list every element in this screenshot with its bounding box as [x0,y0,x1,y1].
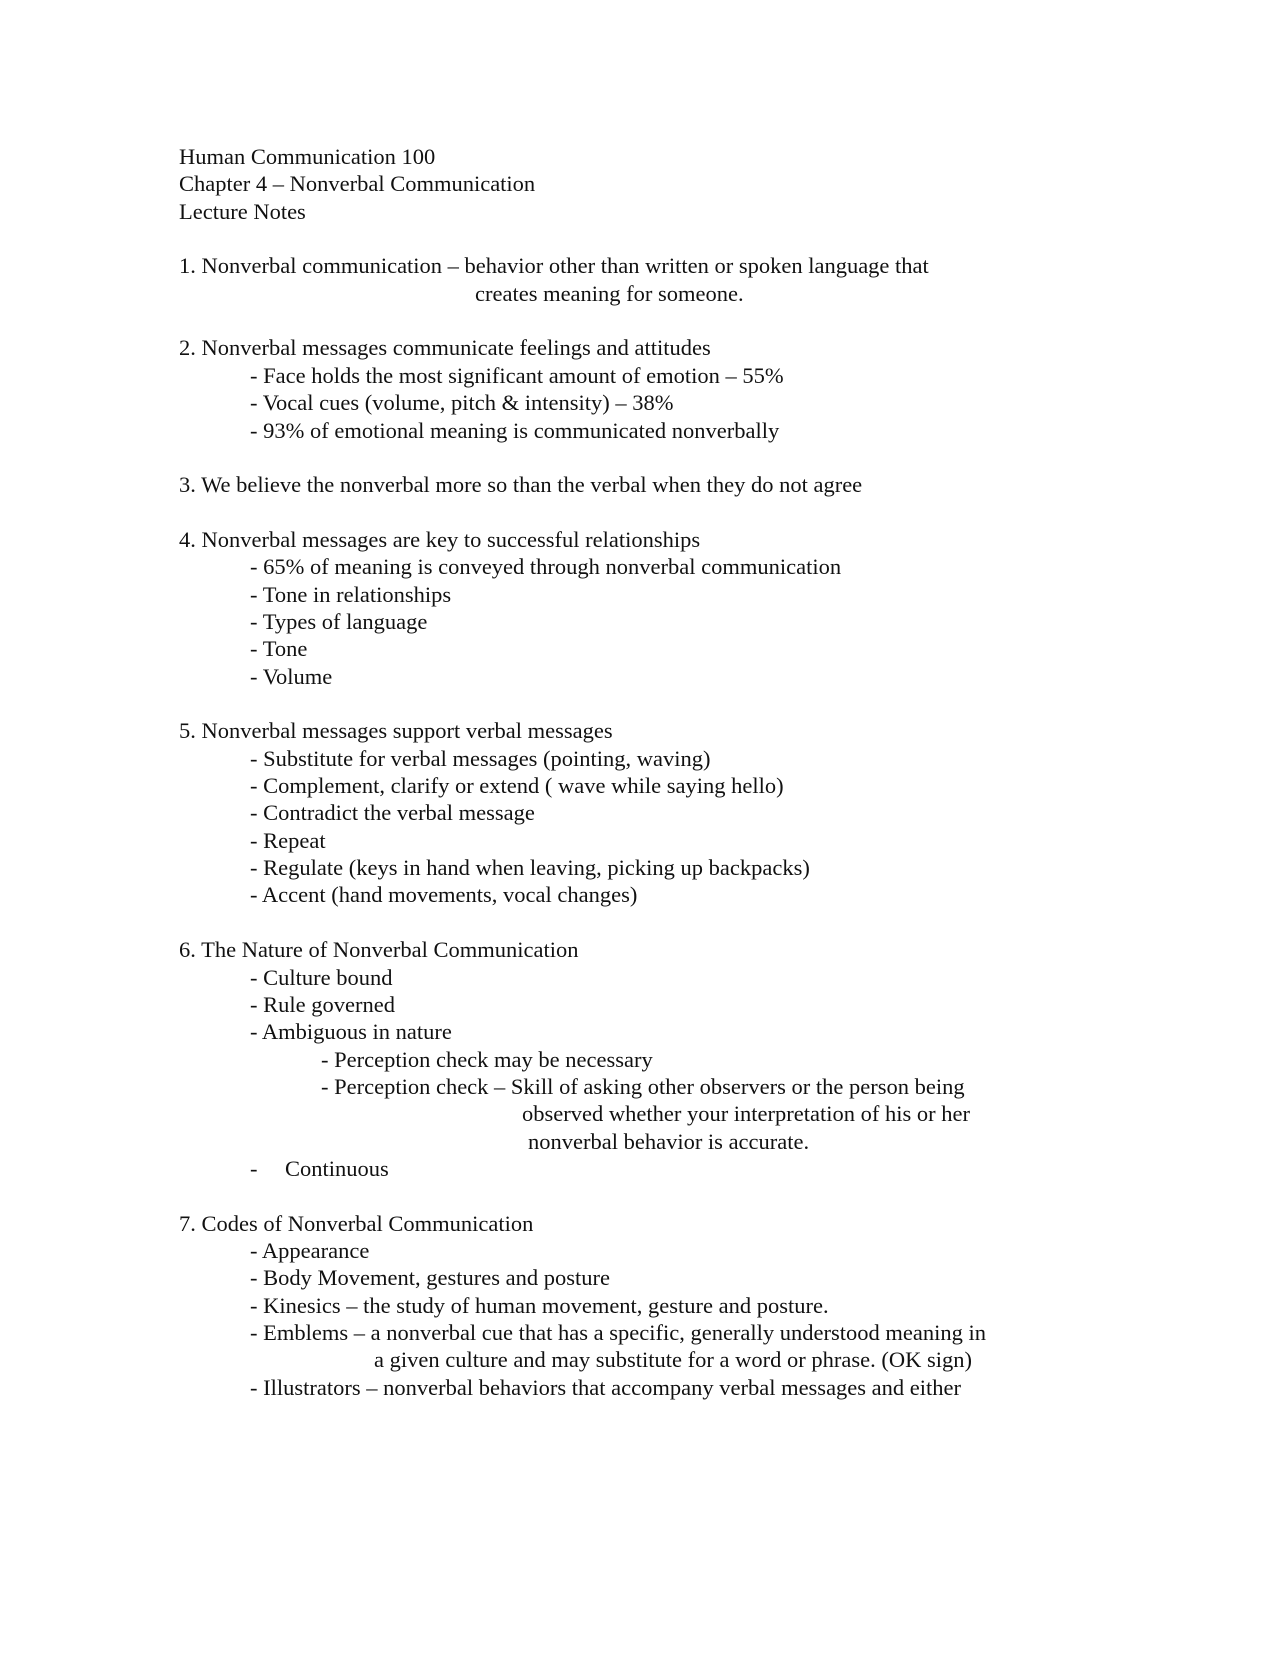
course-title: Human Communication 100 [179,144,436,169]
list-item: - Contradict the verbal message [250,800,535,826]
section-heading: 2. Nonverbal messages communicate feelings and attitudes [179,335,711,361]
section-heading: 6. The Nature of Nonverbal Communication [179,937,579,963]
section-heading: 1. Nonverbal communication – behavior other than written or spoken language that [179,253,929,279]
sub-list-continuation: observed whether your interpretation of his or her [522,1101,970,1127]
list-item: - Complement, clarify or extend ( wave while saying hello) [250,773,784,799]
list-item: - 93% of emotional meaning is communicated nonverbally [250,417,780,443]
list-item: - Illustrators – nonverbal behaviors that accompany verbal messages and either [250,1374,962,1400]
list-item: - Tone in relationships [250,581,452,607]
list-item: - Rule governed [250,991,395,1017]
section-heading: 5. Nonverbal messages support verbal messages [179,718,613,744]
list-item: - Accent (hand movements, vocal changes) [250,882,638,908]
list-item: - Tone [250,636,308,662]
list-item: - Emblems – a nonverbal cue that has a specific, generally understood meaning in [250,1320,987,1346]
list-item: - Appearance [250,1238,370,1263]
section-heading: 3. We believe the nonverbal more so than the verbal when they do not agree [179,472,863,498]
list-item: - Face holds the most significant amount of emotion – 55% [250,362,784,388]
sub-list-item: - Perception check may be necessary [321,1046,653,1072]
list-item: - Types of language [250,608,428,634]
list-item: Continuous [285,1155,389,1181]
list-item: - 65% of meaning is conveyed through nonverbal communication [250,554,842,580]
chapter-title: Chapter 4 – Nonverbal Communication [179,171,536,197]
list-item: - Substitute for verbal messages (pointing, waving) [250,745,711,771]
section-heading: 4. Nonverbal messages are key to successful relationships [179,526,701,552]
list-item: - Kinesics – the study of human movement, gesture and posture. [250,1292,829,1318]
list-item: - Repeat [250,827,326,853]
doc-subtitle: Lecture Notes [179,198,306,224]
sub-list-continuation: nonverbal behavior is accurate. [528,1128,810,1154]
list-item-continuation: a given culture and may substitute for a word or phrase. (OK sign) [374,1347,972,1373]
list-item: - Body Movement, gestures and posture [250,1265,610,1291]
bullet-dash: - [250,1155,258,1181]
section-continuation: creates meaning for someone. [475,280,744,306]
list-item: - Regulate (keys in hand when leaving, picking up backpacks) [250,855,810,881]
list-item: - Culture bound [250,964,393,990]
list-item: - Ambiguous in nature [250,1019,452,1045]
section-heading: 7. Codes of Nonverbal Communication [179,1210,534,1236]
list-item: - Volume [250,663,333,689]
sub-list-item: - Perception check – Skill of asking other observers or the person being [321,1073,965,1099]
list-item: - Vocal cues (volume, pitch & intensity) – 38% [250,390,674,416]
